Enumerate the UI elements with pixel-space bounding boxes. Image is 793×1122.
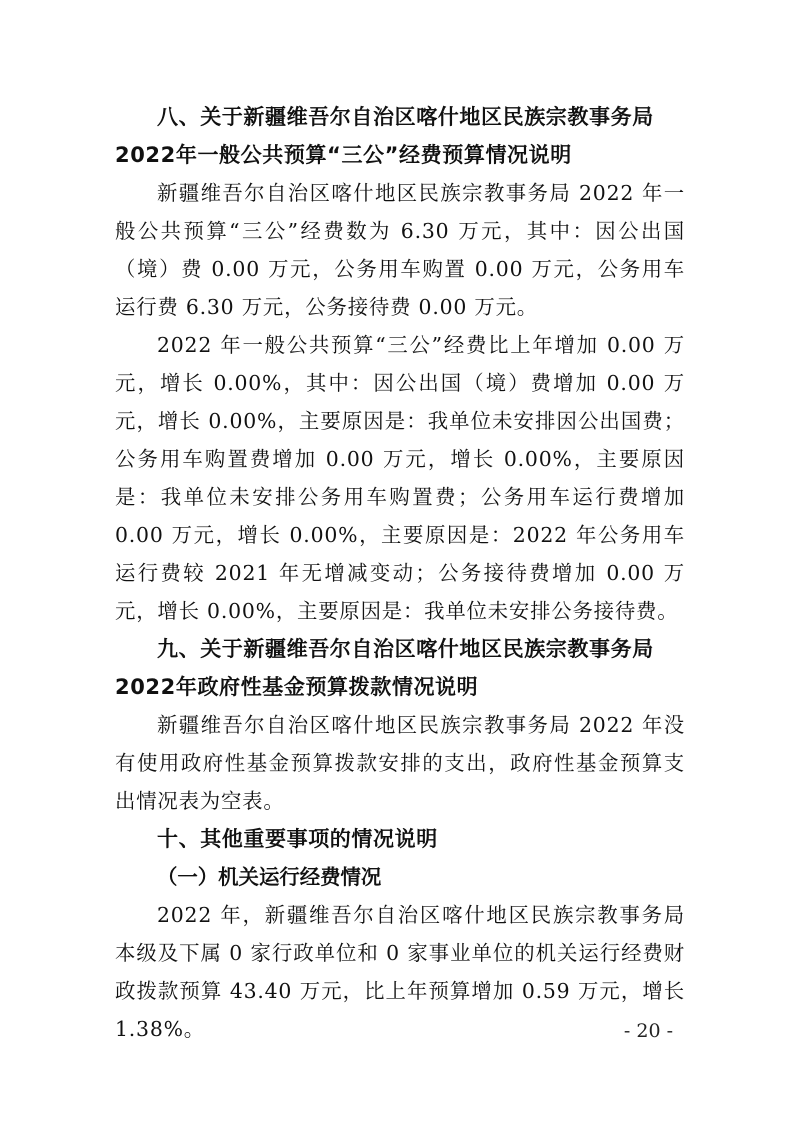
section-8-paragraph-2: 2022 年一般公共预算“三公”经费比上年增加 0.00 万元，增长 0.00%，其中：因公出国（境）费增加 0.00 万元，增长 0.00%，主要原因是：我单位未安排因公出国费；公务用车购置费增加 0.00 万元，增长 0.00%，主要原因是：我单位未安排公务用车购置费；公务用车运行费增加 0.00 万元，增长 0.00%，主要原因是：2022 年公务用车运行费较 2021 年无增减变动；公务接待费增加 0.00 万元，增长 0.00%，主要原因是：我单位未安排公务接待费。 bbox=[115, 333, 685, 623]
section-9-heading: 九、关于新疆维吾尔自治区喀什地区民族宗教事务局2022年政府性基金预算拨款情况说明 bbox=[115, 637, 654, 699]
section-10-heading: 十、其他重要事项的情况说明 bbox=[157, 827, 438, 851]
page-number: - 20 - bbox=[623, 1020, 673, 1042]
section-8-heading: 八、关于新疆维吾尔自治区喀什地区民族宗教事务局2022年一般公共预算“三公”经费预算情况说明 bbox=[115, 105, 654, 167]
section-10-subheading: （一）机关运行经费情况 bbox=[157, 865, 382, 889]
section-9-paragraph-1: 新疆维吾尔自治区喀什地区民族宗教事务局 2022 年没有使用政府性基金预算拨款安排的支出，政府性基金预算支出情况表为空表。 bbox=[115, 713, 685, 813]
section-10-paragraph-1: 2022 年，新疆维吾尔自治区喀什地区民族宗教事务局本级及下属 0 家行政单位和 0 家事业单位的机关运行经费财政拨款预算 43.40 万元，比上年预算增加 0.59 万元，增长 1.38%。 bbox=[115, 903, 685, 1041]
section-8-paragraph-1: 新疆维吾尔自治区喀什地区民族宗教事务局 2022 年一般公共预算“三公”经费数为 6.30 万元，其中：因公出国（境）费 0.00 万元，公务用车购置 0.00 万元，公务用车运行费 6.30 万元，公务接待费 0.00 万元。 bbox=[115, 181, 685, 319]
